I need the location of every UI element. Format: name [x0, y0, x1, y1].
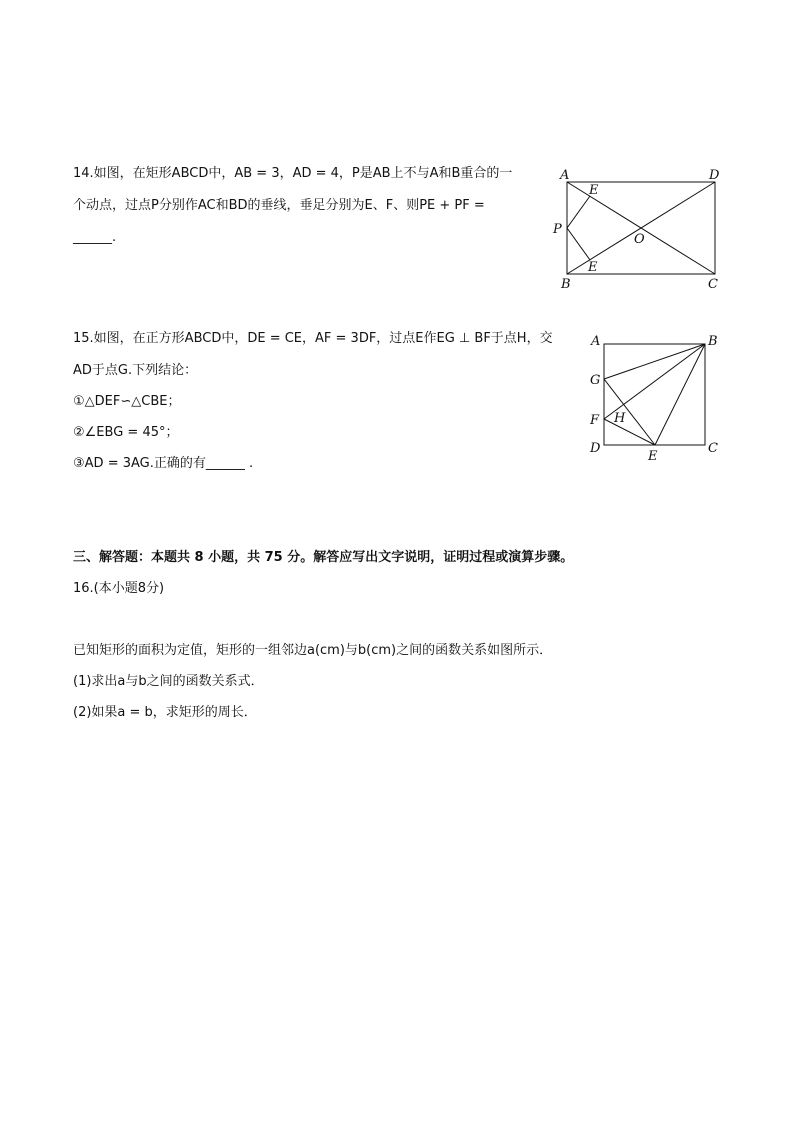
- q14-perpendiculars: [567, 196, 590, 260]
- q15-segment-ge: [604, 379, 655, 445]
- q15-label-b: B: [708, 334, 718, 349]
- q14-figure: [545, 162, 735, 297]
- q16-line-3: (2)如果a = b，求矩形的周长．: [73, 705, 257, 720]
- q15-line-1: 15.如图，在正方形ABCD中，DE = CE，AF = 3DF，过点E作EG ⊥ BF于点H，交: [73, 331, 553, 346]
- q16-title: 16.(本小题8分): [73, 581, 165, 596]
- q15-line-2: AD于点G.下列结论：: [73, 363, 198, 378]
- q15-label-h: H: [614, 411, 626, 426]
- q15-label-g: G: [590, 373, 601, 388]
- q15-label-c: C: [708, 441, 718, 456]
- q15-segment-fe: [604, 419, 655, 445]
- q14-label-b: B: [561, 277, 571, 292]
- q14-line-2: 个动点，过点P分别作AC和BD的垂线，垂足分别为E、F、则PE + PF =: [73, 198, 485, 213]
- q15-segment-bf: [604, 344, 705, 419]
- q14-line-3: ______.: [73, 230, 117, 245]
- q14-label-e-top: E: [589, 183, 599, 198]
- q16-line-2: (1)求出a与b之间的函数关系式．: [73, 674, 264, 689]
- q15-label-a: A: [591, 334, 601, 349]
- q14-label-o: O: [634, 232, 645, 247]
- q16-line-1: 已知矩形的面积为定值，矩形的一组邻边a(cm)与b(cm)之间的函数关系如图所示．: [73, 643, 553, 658]
- q15-line-5: ③AD = 3AG.正确的有______ .: [73, 456, 254, 471]
- section-3-heading: 三、解答题：本题共 8 小题，共 75 分。解答应写出文字说明，证明过程或演算步骤。: [73, 550, 574, 565]
- q14-label-a: A: [560, 168, 570, 183]
- q14-label-c: C: [708, 277, 718, 292]
- q15-label-e: E: [648, 449, 658, 464]
- q15-figure: [585, 330, 735, 465]
- q15-line-3: ①△DEF∽△CBE；: [73, 394, 181, 409]
- q14-label-p: P: [553, 222, 562, 237]
- q15-square: [604, 344, 705, 445]
- q15-line-4: ②∠EBG = 45°；: [73, 425, 179, 440]
- q14-line-1: 14.如图，在矩形ABCD中，AB = 3，AD = 4，P是AB上不与A和B重合的一: [73, 166, 513, 181]
- q14-label-d: D: [709, 168, 720, 183]
- q15-label-d: D: [590, 441, 601, 456]
- q14-label-e-bottom: E: [588, 260, 598, 275]
- q15-label-f: F: [590, 413, 600, 428]
